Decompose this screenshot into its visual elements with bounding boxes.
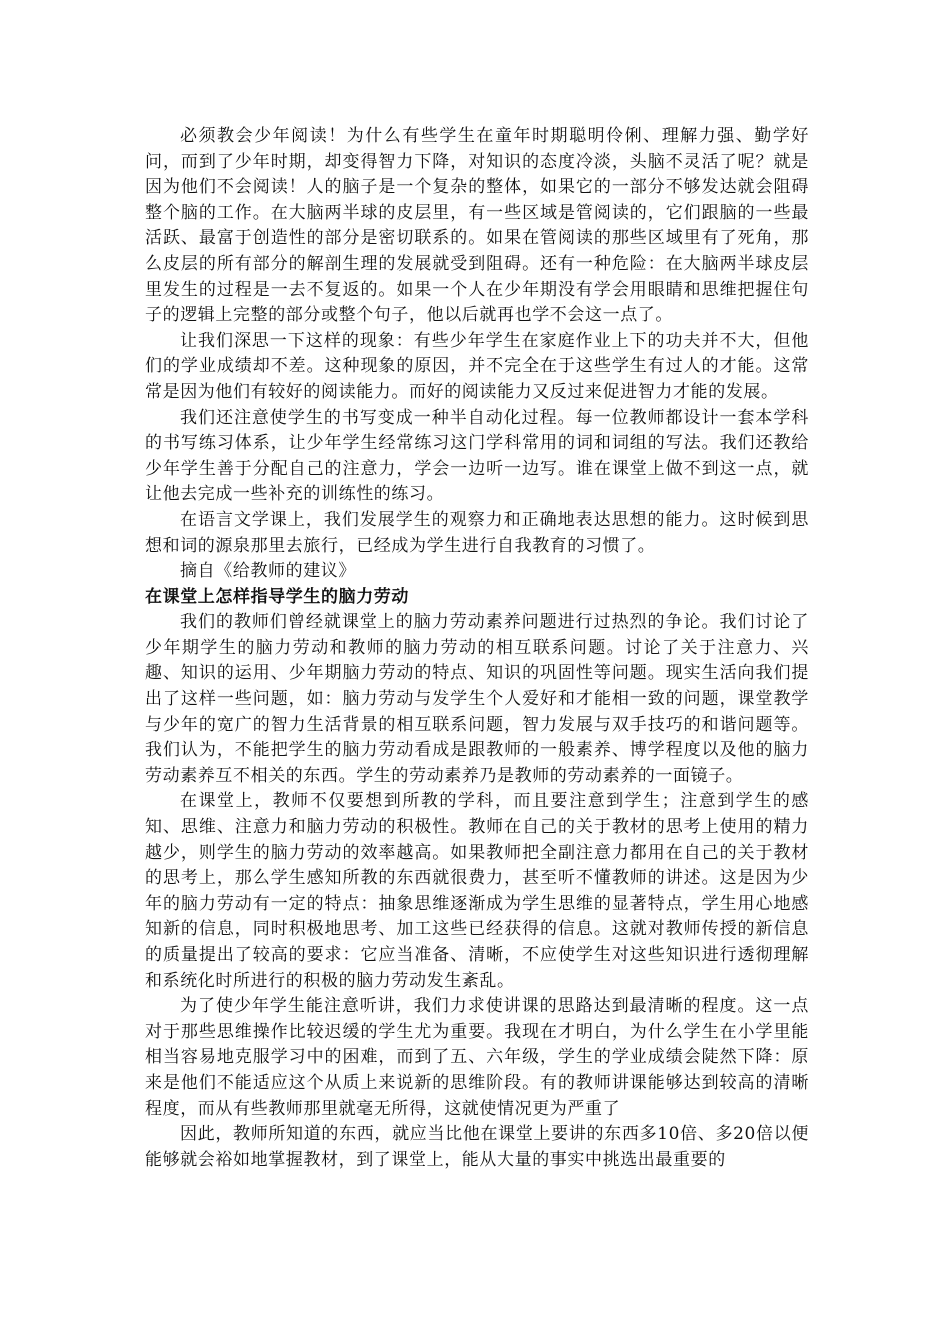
paragraph: 必须教会少年阅读！为什么有些学生在童年时期聪明伶俐、理解力强、勤学好问，而到了少年时期，却变得智力下降，对知识的态度冷淡，头脑不灵活了呢？就是因为他们不会阅读！人的脑子是一个复杂的整体，如果它的一部分不够发达就会阻碍整个脑的工作。在大脑两半球的皮层里，有一些区域是管阅读的，它们跟脑的一些最活跃、最富于创造性的部分是密切联系的。如果在管阅读的那些区域里有了死角，那么皮层的所有部分的解剖生理的发展就受到阻碍。还有一种危险：在大脑两半球皮层里发生的过程是一去不复返的。如果一个人在少年期没有学会用眼睛和思维把握住句子的逻辑上完整的部分或整个句子，他以后就再也学不会这一点了。: [145, 126, 809, 326]
paragraph: 为了使少年学生能注意听讲，我们力求使讲课的思路达到最清晰的程度。这一点对于那些思维操作比较迟缓的学生尤为重要。我现在才明白，为什么学生在小学里能相当容易地克服学习中的困难，而到了五、六年级，学生的学业成绩会陡然下降：原来是他们不能适应这个从质上来说新的思维阶段。有的教师讲课能够达到较高的清晰程度，而从有些教师那里就毫无所得，这就使情况更为严重了: [145, 996, 809, 1119]
paragraph: 在语言文学课上，我们发展学生的观察力和正确地表达思想的能力。这时候到思想和词的源泉那里去旅行，已经成为学生进行自我教育的习惯了。: [145, 509, 809, 556]
paragraph: 我们的教师们曾经就课堂上的脑力劳动素养问题进行过热烈的争论。我们讨论了少年期学生的脑力劳动和教师的脑力劳动的相互联系问题。讨论了关于注意力、兴趣、知识的运用、少年期脑力劳动的特点、知识的巩固性等问题。现实生活向我们提出了这样一些问题，如：脑力劳动与发学生个人爱好和才能相一致的问题，课堂教学与少年的宽广的智力生活背景的相互联系问题，智力发展与双手技巧的和谐问题等。我们认为，不能把学生的脑力劳动看成是跟教师的一般素养、博学程度以及他的脑力劳动素养互不相关的东西。学生的劳动素养乃是教师的劳动素养的一面镜子。: [145, 612, 809, 786]
document-page: [145, 124, 809, 1173]
source-citation: 摘自《给教师的建议》: [180, 561, 356, 582]
paragraph: 在课堂上，教师不仅要想到所教的学科，而且要注意到学生；注意到学生的感知、思维、注意力和脑力劳动的积极性。教师在自己的关于教材的思考上使用的精力越少，则学生的脑力劳动的效率越高。如果教师把全副注意力都用在自己的关于教材的思考上，那么学生感知所教的东西就很费力，甚至听不懂教师的讲述。这是因为少年的脑力劳动有一定的特点：抽象思维逐渐成为学生思维的显著特点，学生用心地感知新的信息，同时积极地思考、加工这些已经获得的信息。这就对教师传授的新信息的质量提出了较高的要求：它应当准备、清晰，不应使学生对这些知识进行透彻理解和系统化时所进行的积极的脑力劳动发生紊乱。: [145, 791, 809, 991]
paragraph: 让我们深思一下这样的现象：有些少年学生在家庭作业上下的功夫并不大，但他们的学业成绩却不差。这种现象的原因，并不完全在于这些学生有过人的才能。这常常是因为他们有较好的阅读能力。而好的阅读能力又反过来促进智力才能的发展。: [145, 330, 809, 402]
paragraph: 因此，教师所知道的东西，就应当比他在课堂上要讲的东西多10倍、多20倍以便能够就会裕如地掌握教材，到了课堂上，能从大量的事实中挑选出最重要的: [145, 1124, 809, 1170]
section-heading: 在课堂上怎样指导学生的脑力劳动: [145, 586, 409, 607]
paragraph: 我们还注意使学生的书写变成一种半自动化过程。每一位教师都设计一套本学科的书写练习体系，让少年学生经常练习这门学科常用的词和词组的写法。我们还教给少年学生善于分配自己的注意力，学会一边听一边写。谁在课堂上做不到这一点，就让他去完成一些补充的训练性的练习。: [145, 407, 809, 505]
